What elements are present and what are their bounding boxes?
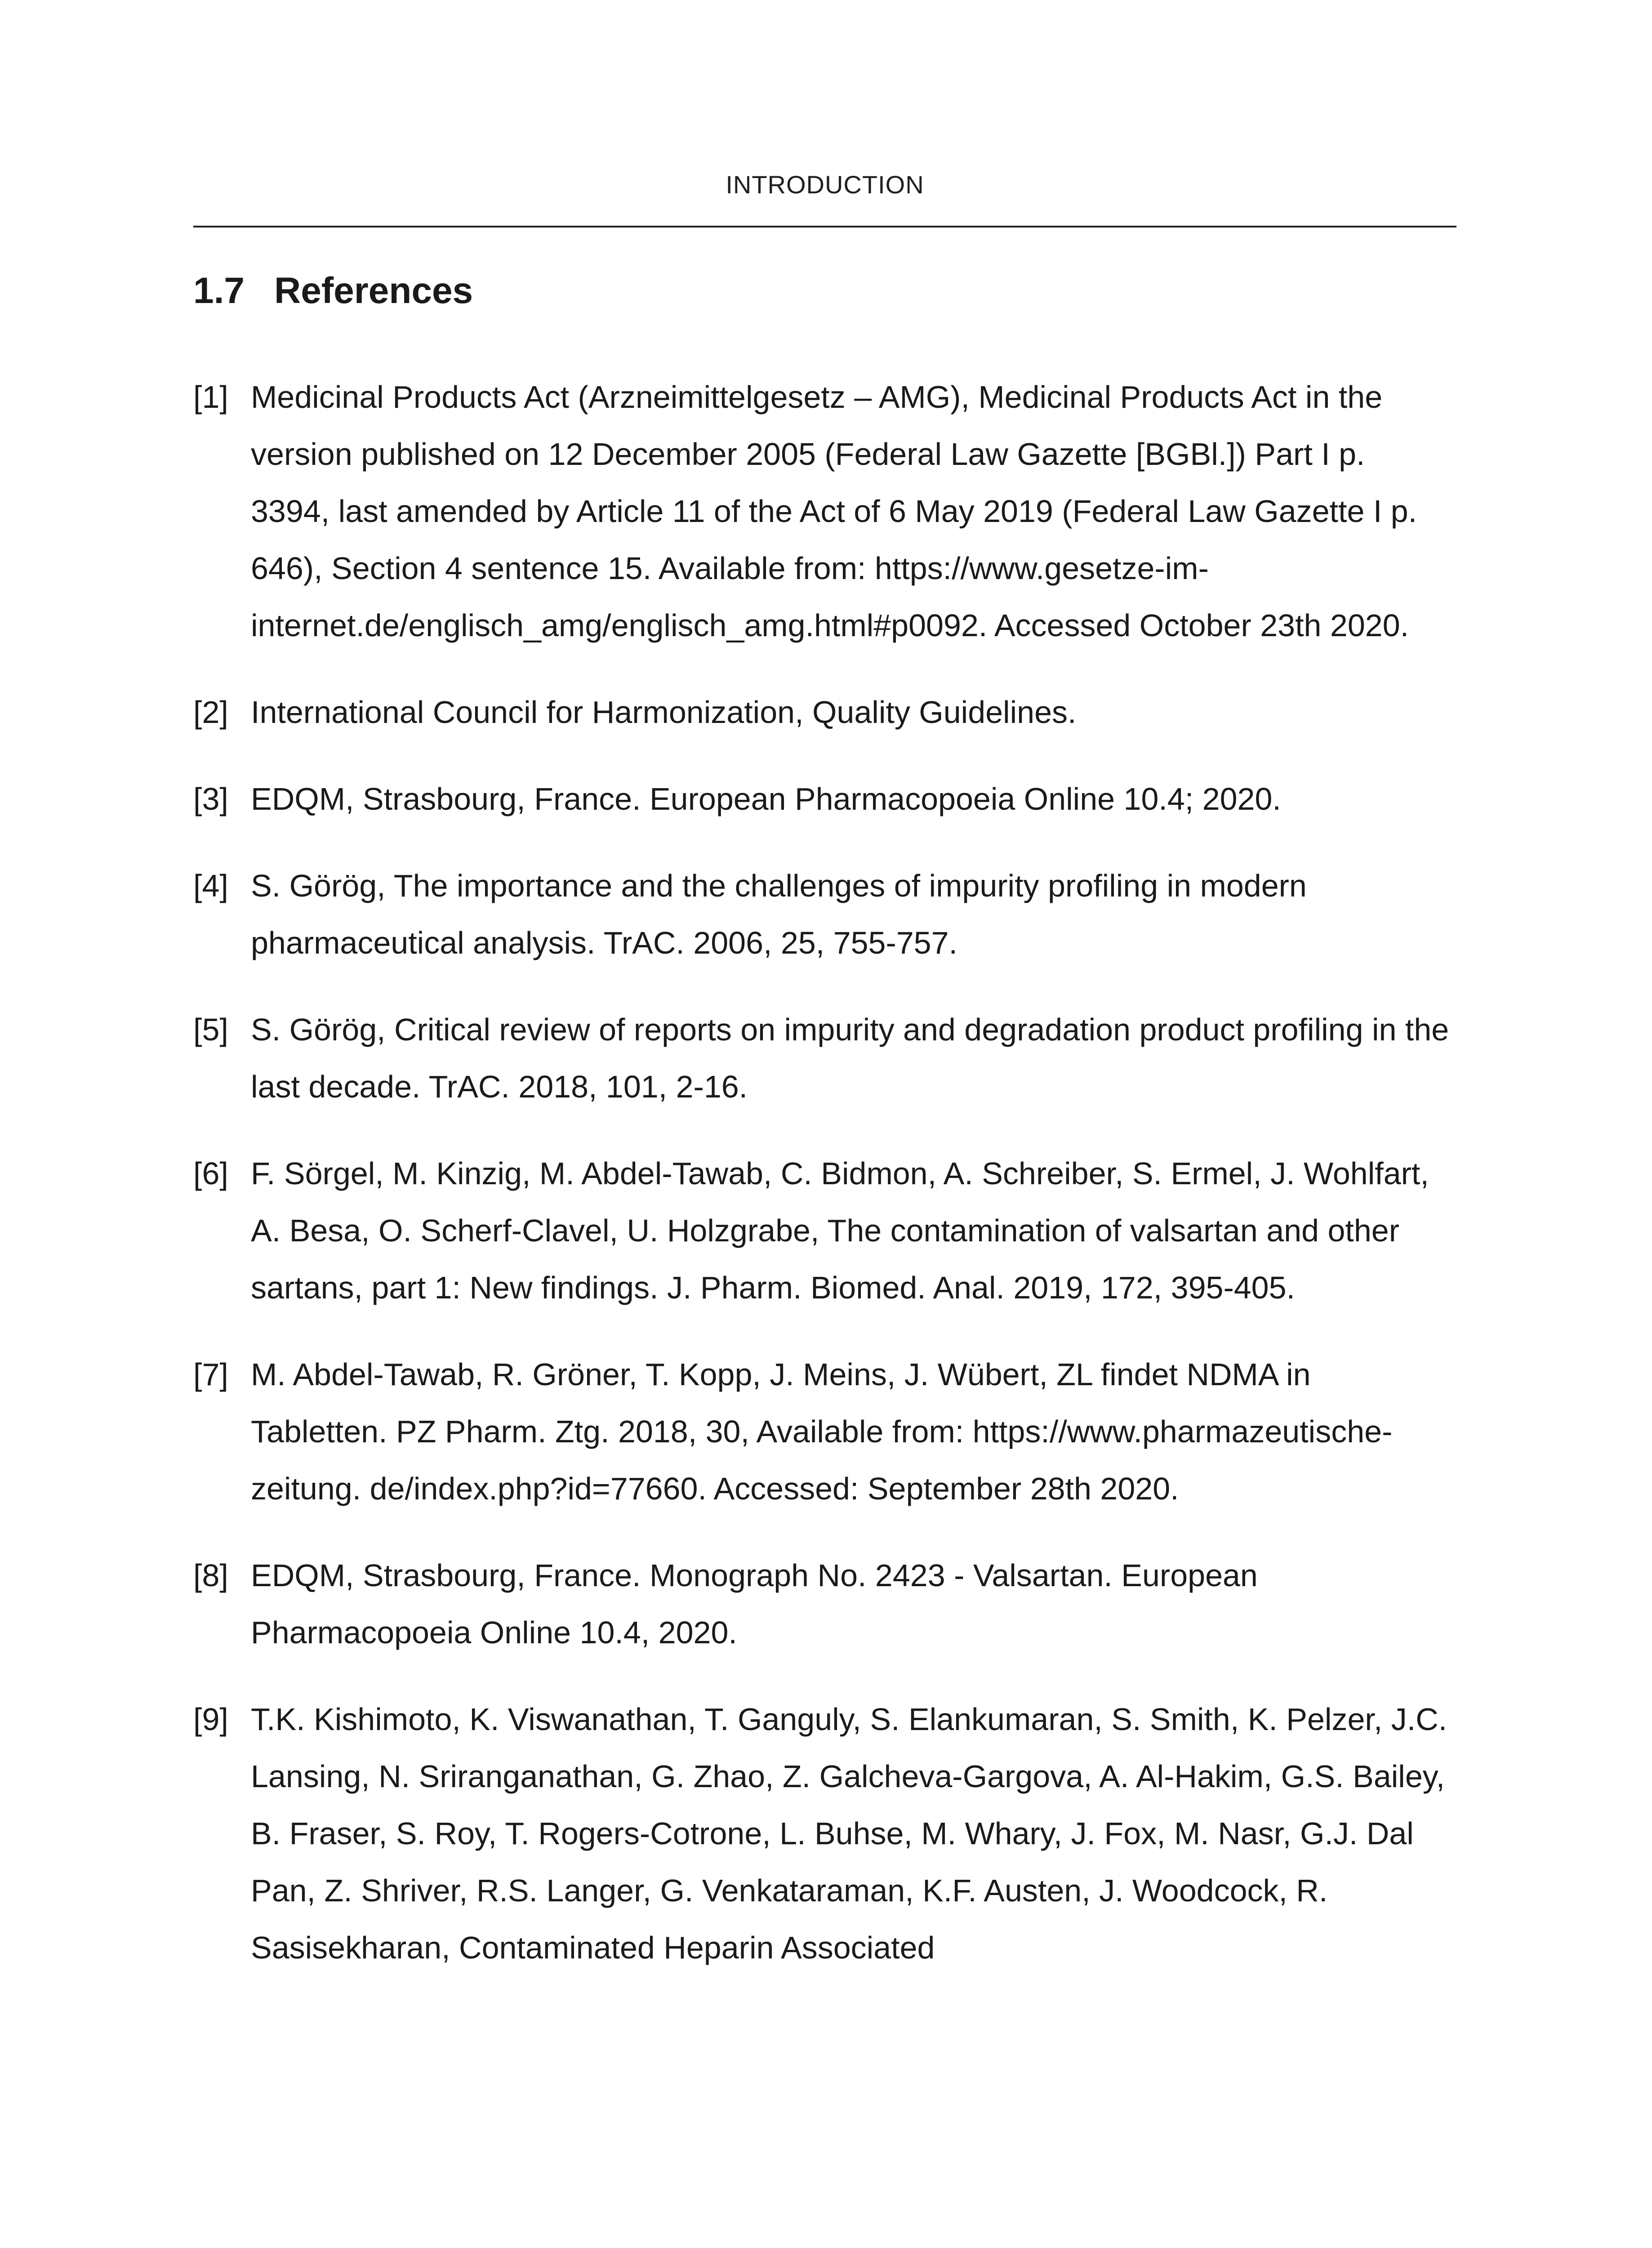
reference-label: [3] (193, 781, 228, 816)
reference-list (193, 369, 1452, 2006)
reference-text: Medicinal Products Act (Arzneimittelgesetz – AMG), Medicinal Products Act in the version published on 12 December 2005 (Federal Law Gazette [BGBl.]) Part I p. 3394, last amended by Article 11 of the Act of 6 May 2019 (Federal Law Gazette I p. 646), Section 4 sentence 15. Available from: https://www.gesetze-im-internet.de/englisch_amg/englisch_amg.html#p0092. Accessed October 23th 2020. (251, 379, 1417, 643)
section-number: 1.7 (193, 270, 245, 311)
reference-label: [4] (193, 868, 228, 903)
reference-label: [8] (193, 1558, 228, 1593)
reference-item (193, 369, 1452, 654)
section-heading (193, 270, 473, 312)
reference-text: International Council for Harmonization, Quality Guidelines. (251, 695, 1077, 730)
reference-label: [1] (193, 379, 228, 415)
reference-label: [7] (193, 1357, 228, 1392)
reference-item (193, 1145, 1452, 1316)
reference-item (193, 684, 1452, 741)
reference-label: [5] (193, 1012, 228, 1047)
running-header: INTRODUCTION (726, 170, 924, 199)
reference-item (193, 771, 1452, 828)
reference-text: T.K. Kishimoto, K. Viswanathan, T. Ganguly, S. Elankumaran, S. Smith, K. Pelzer, J.C. Lansing, N. Sriranganathan, G. Zhao, Z. Galcheva-Gargova, A. Al-Hakim, G.S. Bailey, B. Fraser, S. Roy, T. Rogers-Cotrone, L. Buhse, M. Whary, J. Fox, M. Nasr, G.J. Dal Pan, Z. Shriver, R.S. Langer, G. Venkataraman, K.F. Austen, J. Woodcock, R. Sasisekharan, Contaminated Heparin Associated (251, 1702, 1447, 1965)
reference-text: EDQM, Strasbourg, France. Monograph No. 2423 - Valsartan. European Pharmacopoeia Online 10.4, 2020. (251, 1558, 1258, 1650)
header-rule (193, 226, 1456, 227)
reference-text: EDQM, Strasbourg, France. European Pharmacopoeia Online 10.4; 2020. (251, 781, 1281, 816)
reference-text: S. Görög, Critical review of reports on impurity and degradation product profiling in the last decade. TrAC. 2018, 101, 2-16. (251, 1012, 1449, 1104)
reference-item (193, 1001, 1452, 1115)
reference-item (193, 1547, 1452, 1661)
reference-label: [9] (193, 1702, 228, 1737)
reference-text: M. Abdel-Tawab, R. Gröner, T. Kopp, J. Meins, J. Wübert, ZL findet NDMA in Tabletten. PZ Pharm. Ztg. 2018, 30, Available from: https://www.pharmazeutische-zeitung. de/index.php?id=77660. Accessed: September 28th 2020. (251, 1357, 1393, 1506)
section-title: References (274, 270, 473, 311)
reference-text: F. Sörgel, M. Kinzig, M. Abdel-Tawab, C. Bidmon, A. Schreiber, S. Ermel, J. Wohlfart, A. Besa, O. Scherf-Clavel, U. Holzgrabe, The contamination of valsartan and other sartans, part 1: New findings. J. Pharm. Biomed. Anal. 2019, 172, 395-405. (251, 1156, 1429, 1305)
reference-item (193, 857, 1452, 972)
reference-item (193, 1346, 1452, 1517)
reference-label: [2] (193, 695, 228, 730)
reference-text: S. Görög, The importance and the challenges of impurity profiling in modern pharmaceutical analysis. TrAC. 2006, 25, 755-757. (251, 868, 1307, 960)
reference-item (193, 1691, 1452, 1976)
reference-label: [6] (193, 1156, 228, 1191)
